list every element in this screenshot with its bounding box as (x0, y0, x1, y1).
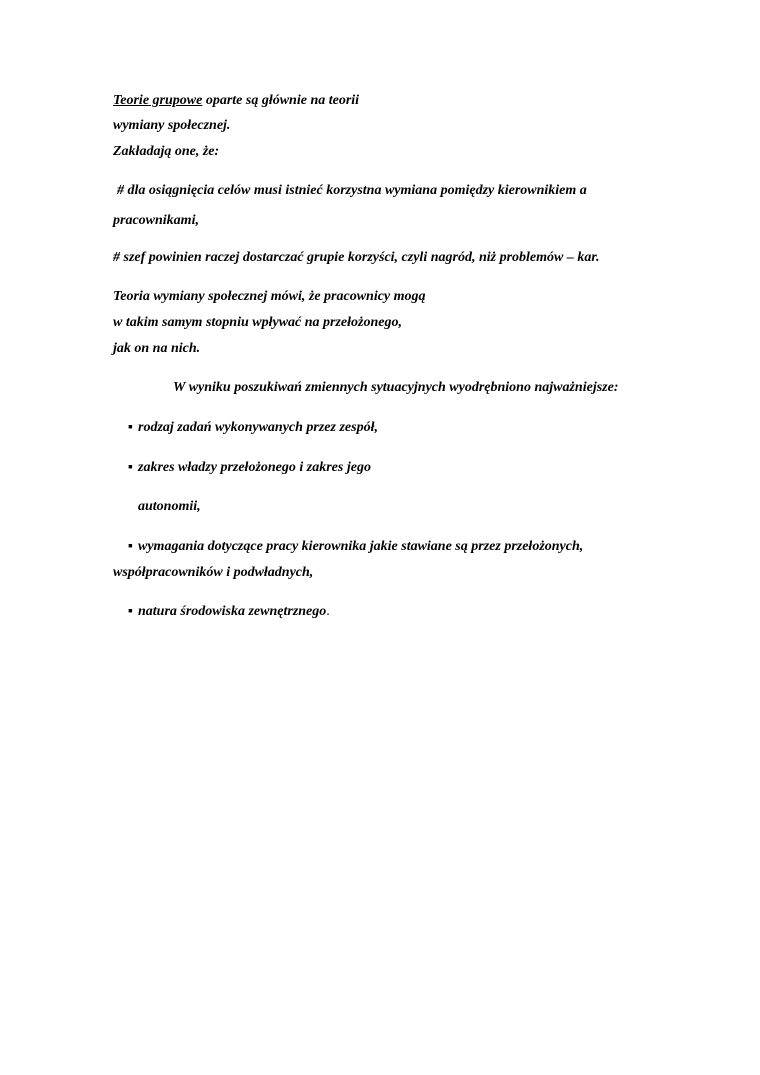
hash-point-1-line-2: pracownikami, (113, 213, 199, 228)
bullet-text: rodzaj zadań wykonywanych przez zespół, (138, 420, 378, 435)
bullet-text: natura środowiska zewnętrznego (138, 604, 327, 619)
bullet-text: wymagania dotyczące pracy kierownika jakie stawiane są przez przełożonych, (138, 539, 584, 554)
bullet-icon: ▪ (128, 604, 133, 619)
bullet-icon: ▪ (128, 420, 133, 435)
hash-point-1-line-1: # dla osiągnięcia celów musi istnieć korzystna wymiana pomiędzy kierownikiem a (117, 183, 587, 198)
bullet-text: zakres władzy przełożonego i zakres jego (138, 460, 371, 475)
bullet-item-1 (128, 419, 378, 437)
exchange-theory-line-1: Teoria wymiany społecznej mówi, że pracownicy mogą (113, 289, 426, 304)
hash-point-2-line-1: # szef powinien raczej dostarczać grupie korzyści, czyli nagród, niż problemów – kar. (113, 250, 600, 265)
final-period: . (326, 604, 330, 619)
bullet-item-2 (128, 459, 371, 477)
intro-rest: oparte są głównie na teorii (202, 93, 360, 108)
exchange-theory-line-2: w takim samym stopniu wpływać na przełożonego, (113, 315, 402, 330)
bullet-icon: ▪ (128, 460, 133, 475)
bullet-item-3 (128, 538, 583, 556)
intro-line-1 (113, 92, 359, 110)
bullet-item-3-continuation: współpracowników i podwładnych, (113, 565, 314, 580)
intro-line-2: wymiany społecznej. (113, 118, 231, 133)
bullet-icon: ▪ (128, 539, 133, 554)
intro-line-3: Zakładają one, że: (113, 144, 220, 159)
exchange-theory-line-3: jak on na nich. (113, 341, 201, 356)
bullet-item-2-continuation: autonomii, (138, 499, 201, 514)
bullet-item-4 (128, 603, 330, 621)
intro-term: Teorie grupowe (113, 93, 203, 108)
variables-heading: W wyniku poszukiwań zmiennych sytuacyjnych wyodrębniono najważniejsze: (173, 380, 619, 395)
